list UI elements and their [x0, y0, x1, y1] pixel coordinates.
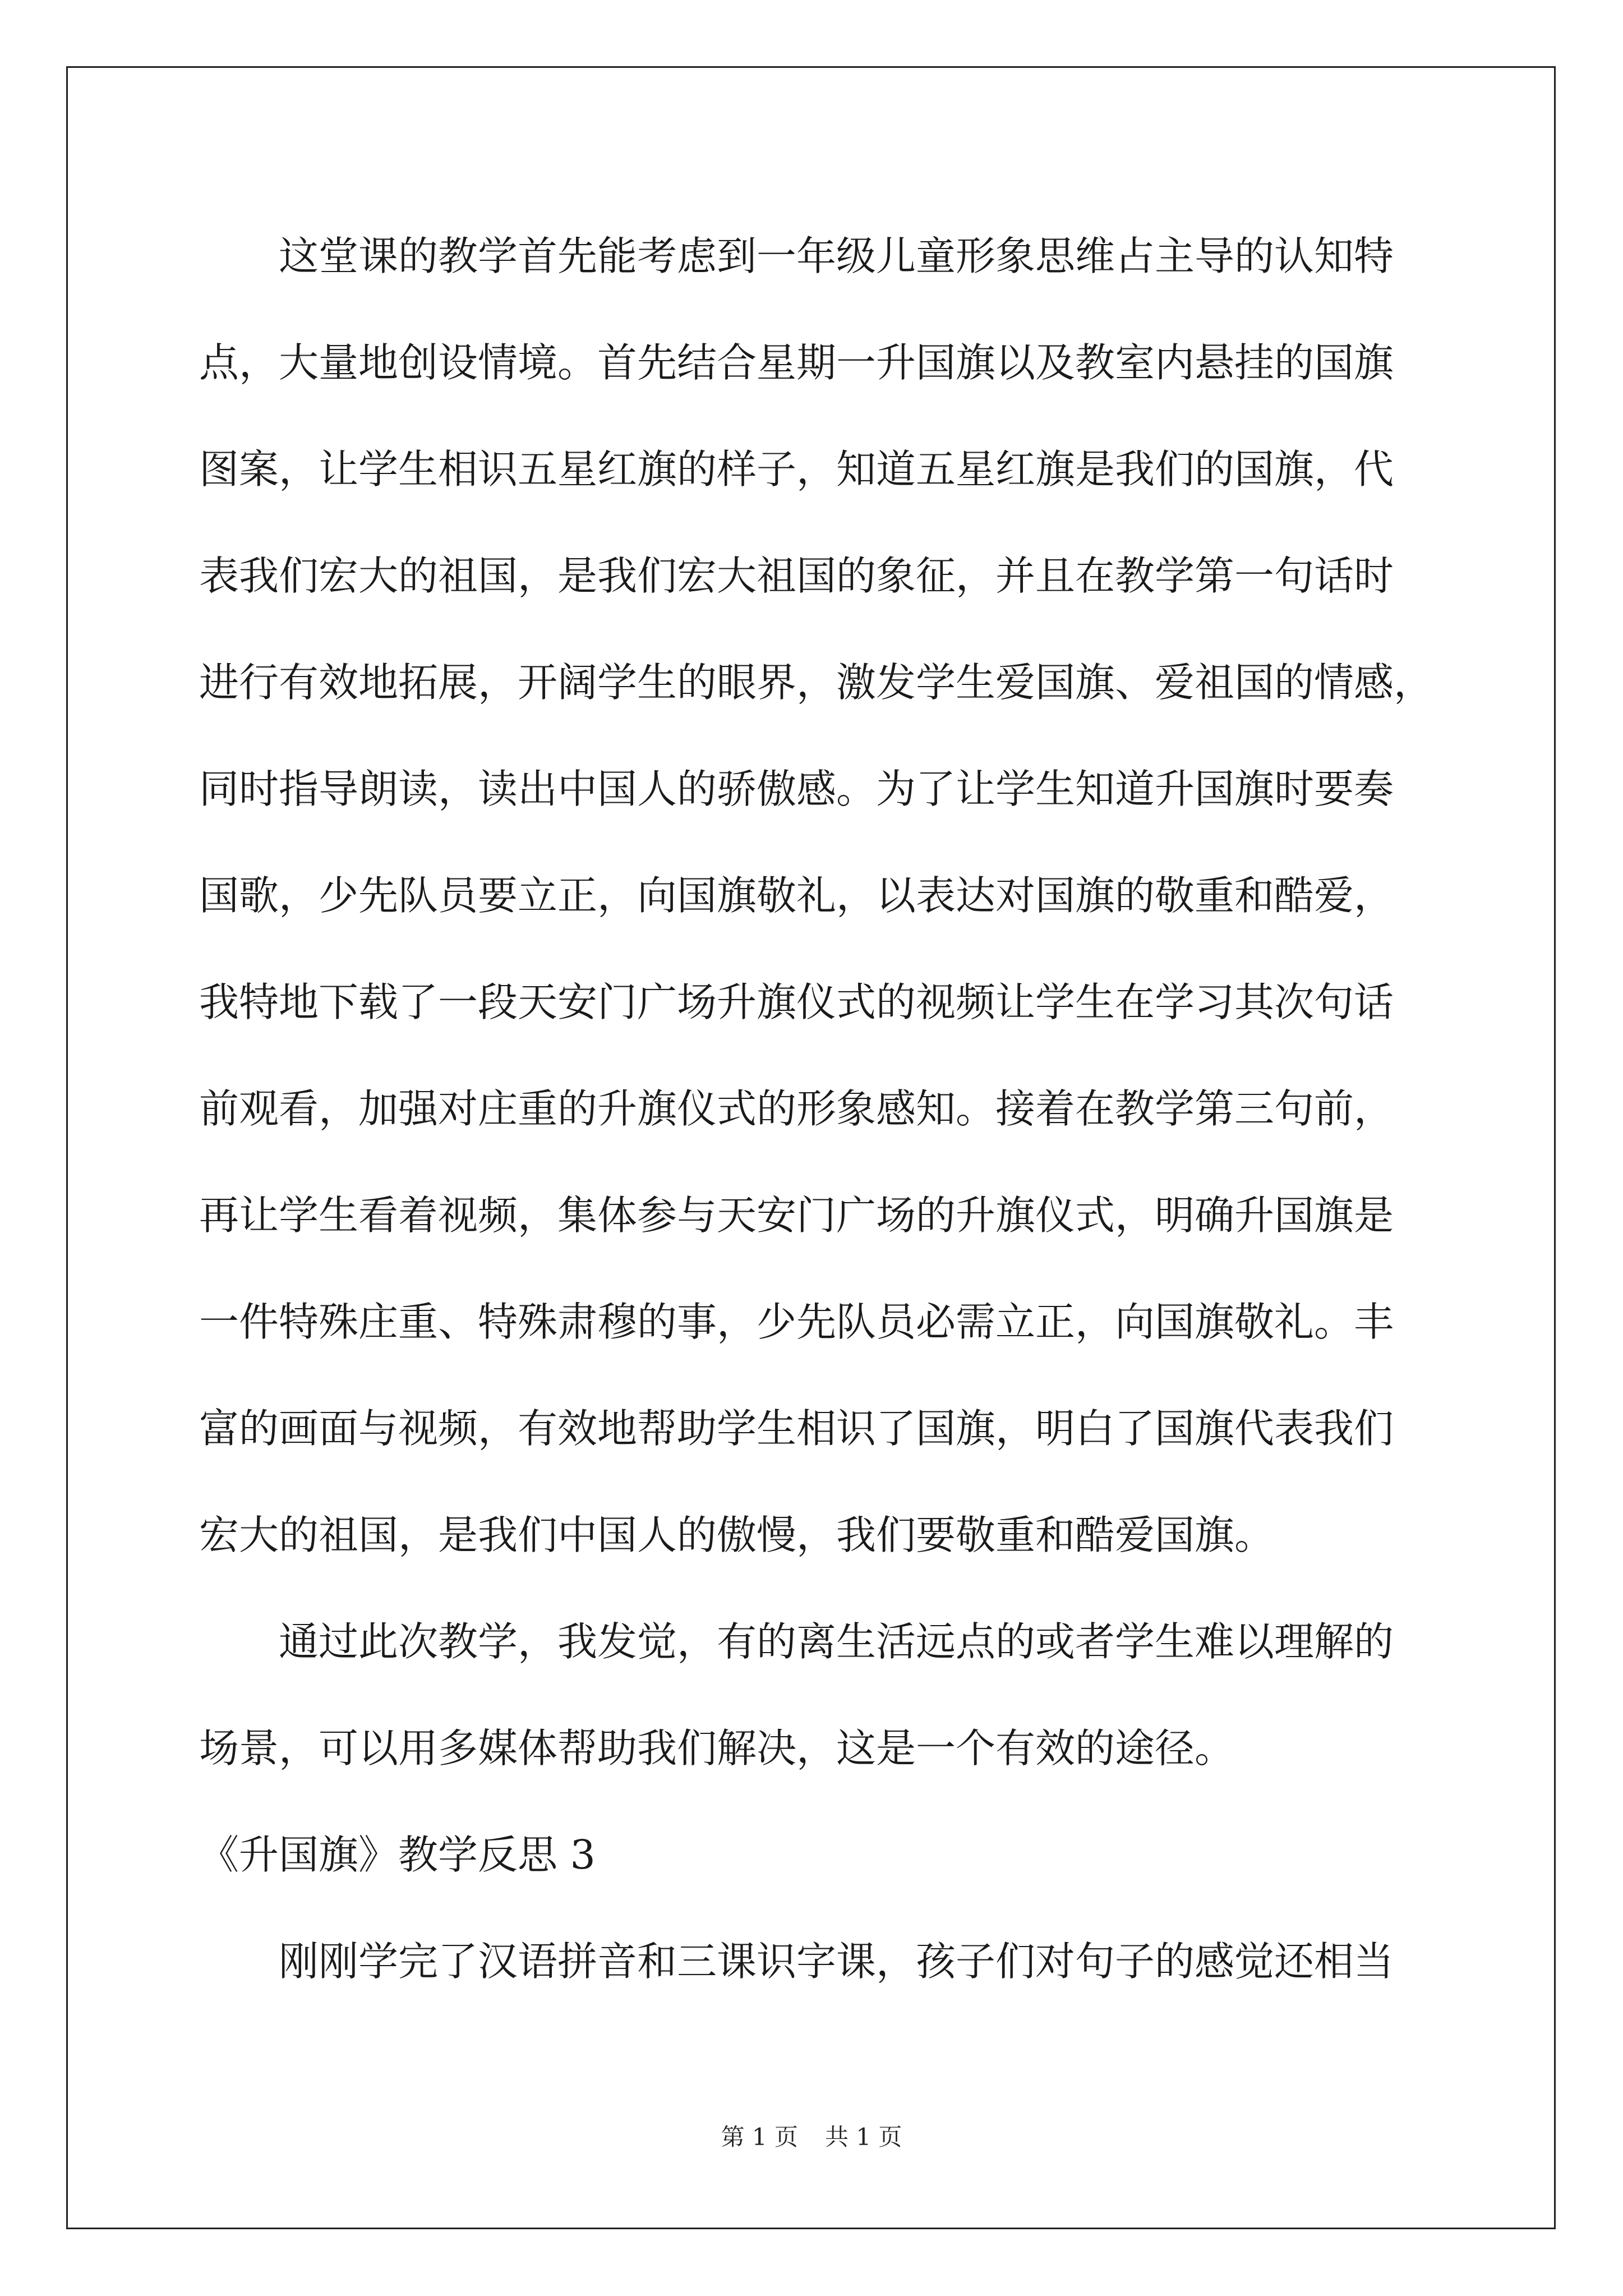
text-line: 表我们宏大的祖国，是我们宏大祖国的象征，并且在教学第一句话时 [199, 553, 1394, 599]
text-line: 富的画面与视频，有效地帮助学生相识了国旗，明白了国旗代表我们 [199, 1405, 1394, 1452]
text-line: 前观看，加强对庄重的升旗仪式的形象感知。接着在教学第三句前， [199, 1085, 1394, 1132]
document-body [199, 203, 1433, 2015]
page-number: 第 1 页 [721, 2123, 798, 2151]
text-line: 宏大的祖国，是我们中国人的傲慢，我们要敬重和酷爱国旗。 [199, 1512, 1275, 1558]
text-line: 一件特殊庄重、特殊肃穆的事，少先队员必需立正，向国旗敬礼。丰 [199, 1299, 1394, 1345]
text-line: 我特地下载了一段天安门广场升旗仪式的视频让学生在学习其次句话 [199, 979, 1394, 1025]
section-heading: 《升国旗》教学反思 3 [199, 1832, 596, 1878]
text-line: 再让学生看着视频，集体参与天安门广场的升旗仪式，明确升国旗是 [199, 1192, 1394, 1239]
text-line: 点，大量地创设情境。首先结合星期一升国旗以及教室内悬挂的国旗 [199, 339, 1394, 386]
text-line: 通过此次教学，我发觉，有的离生活远点的或者学生难以理解的 [279, 1618, 1394, 1665]
text-line: 刚刚学完了汉语拼音和三课识字课，孩子们对句子的感觉还相当 [279, 1938, 1394, 1985]
text-line: 图案，让学生相识五星红旗的样子，知道五星红旗是我们的国旗，代 [199, 446, 1394, 493]
text-line: 同时指导朗读，读出中国人的骄傲感。为了让学生知道升国旗时要奏 [199, 766, 1394, 812]
page-footer [0, 2120, 1623, 2154]
text-line: 进行有效地拓展，开阔学生的眼界，激发学生爱国旗、爱祖国的情感， [199, 659, 1434, 706]
page-total: 共 1 页 [825, 2123, 902, 2151]
text-line: 国歌，少先队员要立正，向国旗敬礼，以表达对国旗的敬重和酷爱， [199, 872, 1394, 919]
text-line: 场景，可以用多媒体帮助我们解决，这是一个有效的途径。 [199, 1725, 1235, 1772]
text-line: 这堂课的教学首先能考虑到一年级儿童形象思维占主导的认知特 [279, 233, 1394, 279]
